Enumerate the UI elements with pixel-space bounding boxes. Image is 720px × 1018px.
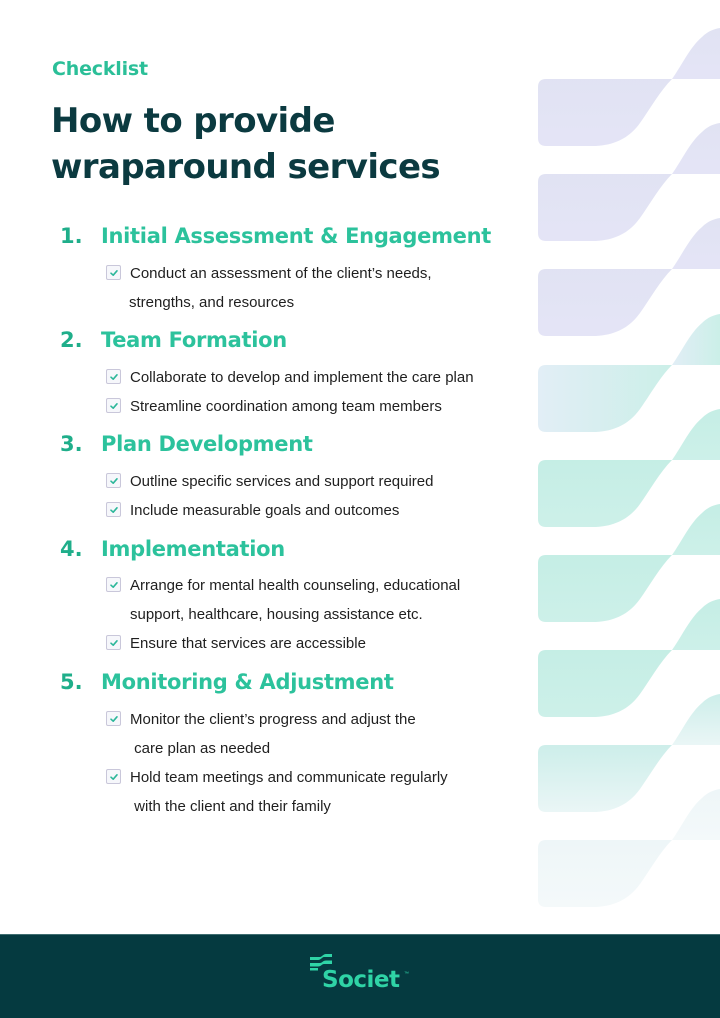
checklist-item-text: Arrange for mental health counseling, educational support, healthcare, housing assistance etc. — [130, 577, 461, 623]
checkbox[interactable] — [106, 769, 121, 784]
section-number: 3. — [60, 432, 83, 456]
section-number: 1. — [60, 224, 83, 248]
section-title: Team Formation — [101, 328, 287, 352]
checklist-item-text: Include measurable goals and outcomes — [130, 502, 400, 519]
checkmark-icon — [109, 476, 119, 486]
checklist-item-text: Hold team meetings and communicate regularly with the client and their family — [130, 769, 448, 815]
checkbox[interactable] — [106, 398, 121, 413]
checkmark-icon — [109, 505, 119, 515]
page-title-line-1: How to provide — [51, 101, 335, 141]
checkbox[interactable] — [106, 473, 121, 488]
checkbox[interactable] — [106, 265, 121, 280]
checkmark-icon — [109, 268, 119, 278]
section-number: 4. — [60, 537, 83, 561]
section-title: Initial Assessment & Engagement — [101, 224, 492, 248]
checklist-item-text: Streamline coordination among team members — [130, 398, 442, 415]
section-title: Plan Development — [101, 432, 313, 456]
decorative-wave-pattern — [530, 0, 720, 934]
checkbox[interactable] — [106, 635, 121, 650]
checkmark-icon — [109, 372, 119, 382]
section-title: Implementation — [101, 537, 285, 561]
checkbox[interactable] — [106, 369, 121, 384]
checklist-item-text: Monitor the client’s progress and adjust the care plan as needed — [130, 711, 416, 757]
footer — [0, 934, 720, 1018]
checkmark-icon — [109, 638, 119, 648]
section-number: 2. — [60, 328, 83, 352]
checkmark-icon — [109, 772, 119, 782]
section-title: Monitoring & Adjustment — [101, 670, 394, 694]
trademark-mark: ™ — [404, 971, 409, 977]
section-number: 5. — [60, 670, 83, 694]
checkmark-icon — [109, 580, 119, 590]
checklist-item-text: Ensure that services are accessible — [130, 635, 366, 652]
checkmark-icon — [109, 401, 119, 411]
checklist-item-text: Conduct an assessment of the client’s needs, strengths, and resources — [129, 265, 432, 311]
checklist-item-text: Outline specific services and support required — [130, 473, 434, 490]
page-title-line-2: wraparound services — [51, 147, 441, 187]
page-title — [51, 98, 521, 190]
checkbox[interactable] — [106, 711, 121, 726]
checkmark-icon — [109, 714, 119, 724]
checkbox[interactable] — [106, 502, 121, 517]
checkbox[interactable] — [106, 577, 121, 592]
societ-logo — [308, 953, 418, 1001]
eyebrow-label: Checklist — [52, 58, 148, 80]
brand-name: Societ — [322, 967, 400, 993]
checklist-item-text: Collaborate to develop and implement the care plan — [130, 369, 474, 386]
